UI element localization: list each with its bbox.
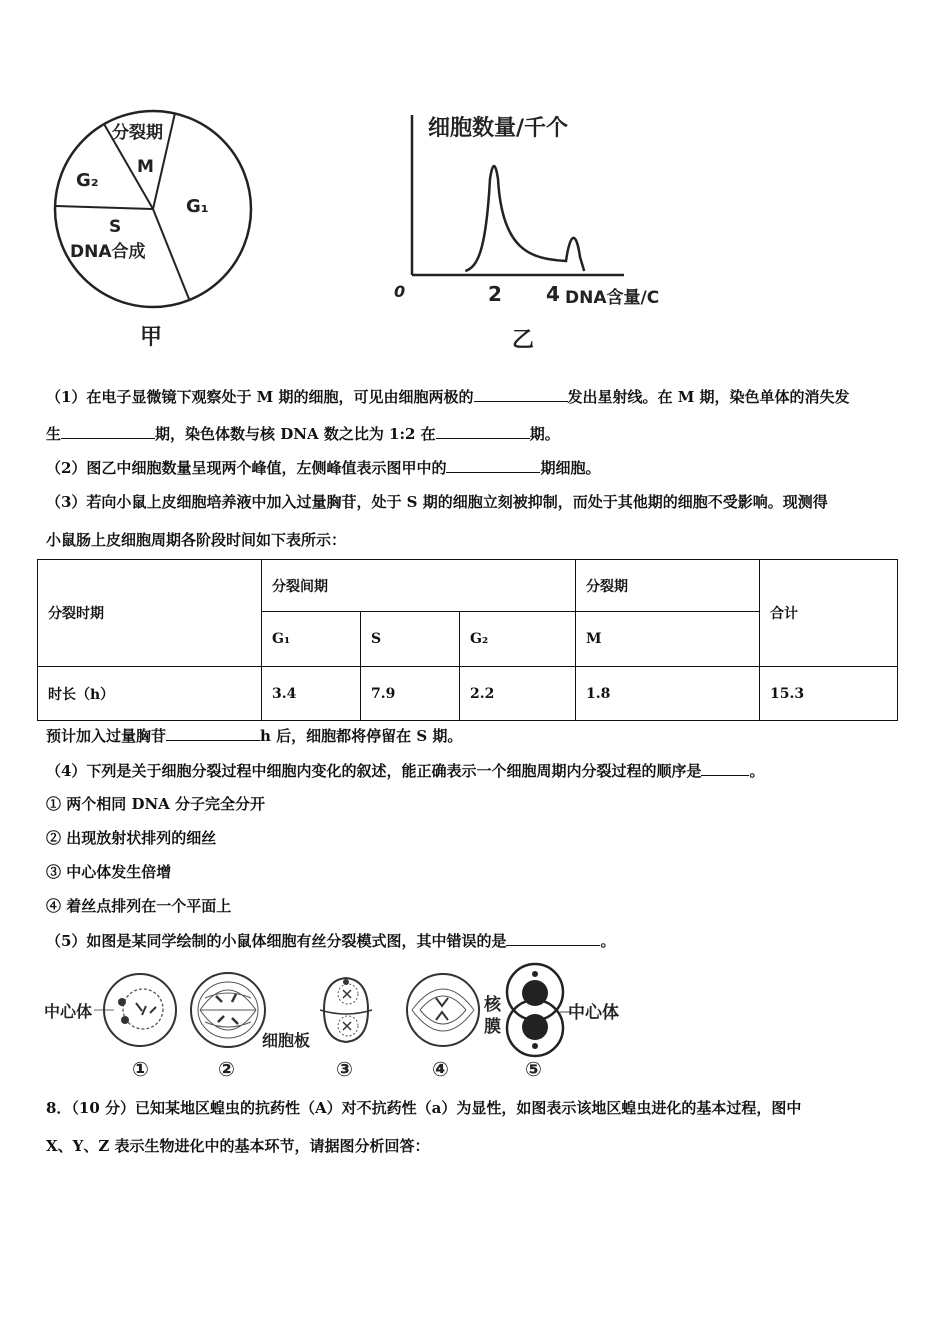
table-duration-total: 15.3: [760, 667, 898, 721]
table-phase-g1: G₁: [262, 612, 361, 667]
question-2: （2）图乙中细胞数量呈现两个峰值，左侧峰值表示图甲中的 期细胞。: [46, 459, 601, 477]
cell-number-3: ③: [336, 1057, 353, 1081]
label-cell-plate: 细胞板: [262, 1031, 311, 1050]
question-4-option-3: ③ 中心体发生倍增: [46, 863, 172, 881]
table-phase-m: M: [576, 612, 760, 667]
caption-jia: 甲: [140, 325, 163, 350]
question-1-line-1: （1）在电子显微镜下观察处于 M 期的细胞，可见由细胞两极的 发出星射线。在 M 期，染色单体的消失发: [46, 388, 850, 406]
table-duration-label: 时长（h）: [38, 667, 262, 721]
cell-4: [407, 974, 479, 1081]
table-phase-g2: G₂: [460, 612, 576, 667]
cell-2: [191, 973, 265, 1081]
question-4-option-1: ① 两个相同 DNA 分子完全分开: [46, 795, 266, 813]
series-line: [465, 166, 584, 271]
table-phase-s: S: [361, 612, 460, 667]
cell-number-4: ④: [432, 1057, 449, 1081]
origin-label: 0: [394, 282, 406, 301]
label-dna-synthesis: DNA合成: [70, 242, 146, 262]
table-header-total: 合计: [760, 560, 898, 667]
x-tick-2: 2: [488, 282, 502, 306]
answer-blank-q1-3[interactable]: [436, 423, 530, 439]
question-3-line-2: 小鼠肠上皮细胞周期各阶段时间如下表所示：: [46, 531, 347, 549]
pie-divider-s-g2: [56, 206, 153, 209]
table-header-phase: 分裂时期: [38, 560, 262, 667]
table-duration-m: 1.8: [576, 667, 760, 721]
cell-number-5: ⑤: [525, 1057, 542, 1081]
answer-blank-q3[interactable]: [166, 725, 260, 741]
label-nuclear-1: 核: [484, 995, 501, 1015]
question-3-line-1: （3）若向小鼠上皮细胞培养液中加入过量胸苷，处于 S 期的细胞立刻被抑制，而处于其他期的细胞不受影响。现测得: [46, 493, 828, 511]
table-header-interphase: 分裂间期: [262, 560, 576, 612]
caption-yi: 乙: [512, 328, 535, 353]
question-3-line-3: 预计加入过量胸苷 h 后，细胞都将停留在 S 期。: [46, 727, 463, 745]
figure-yi-dna-content-chart: [388, 105, 698, 355]
label-nuclear-2: 膜: [484, 1017, 501, 1037]
label-g1: G₁: [186, 196, 209, 217]
cell-1: [44, 974, 176, 1081]
question-4-option-2: ② 出现放射状排列的细丝: [46, 829, 217, 847]
pie-divider-g1-s: [153, 209, 189, 299]
label-g2: G₂: [76, 170, 99, 191]
label-m-top: 分裂期: [112, 123, 163, 143]
question-8-line-1: 8．（10 分）已知某地区蝗虫的抗药性（A）对不抗药性（a）为显性，如图表示该地区蝗虫进化的基本过程，图中: [46, 1099, 802, 1117]
label-m: M: [137, 157, 154, 177]
table-duration-g2: 2.2: [460, 667, 576, 721]
question-4-option-4: ④ 着丝点排列在一个平面上: [46, 897, 232, 915]
y-axis-label: 细胞数量/千个: [428, 116, 569, 141]
answer-blank-q1-2[interactable]: [61, 423, 155, 439]
cell-cycle-duration-table: [37, 559, 898, 721]
mitosis-diagram: [40, 958, 640, 1084]
label-centriole-right: 中心体: [568, 1003, 619, 1023]
cell-3: [320, 978, 372, 1081]
question-8-line-2: X、Y、Z 表示生物进化中的基本环节，请据图分析回答：: [46, 1137, 430, 1155]
cell-number-2: ②: [218, 1057, 235, 1081]
table-duration-g1: 3.4: [262, 667, 361, 721]
figure-jia-cell-cycle-pie: [40, 100, 270, 360]
question-5: （5）如图是某同学绘制的小鼠体细胞有丝分裂模式图，其中错误的是 。: [46, 932, 616, 950]
label-centriole-left: 中心体: [44, 1002, 93, 1021]
table-duration-s: 7.9: [361, 667, 460, 721]
question-4: （4）下列是关于细胞分裂过程中细胞内变化的叙述，能正确表示一个细胞周期内分裂过程的顺序是 。: [46, 762, 765, 780]
answer-blank-q4[interactable]: [701, 760, 749, 776]
cell-5: [507, 964, 570, 1081]
answer-blank-q2[interactable]: [446, 457, 540, 473]
question-1-line-2: 生 期，染色体数与核 DNA 数之比为 1:2 在 期。: [46, 425, 560, 443]
x-axis-label: DNA含量/C: [565, 288, 660, 308]
cell-number-1: ①: [132, 1057, 149, 1081]
table-header-mitosis: 分裂期: [576, 560, 760, 612]
x-tick-4: 4: [546, 282, 560, 306]
label-s: S: [109, 217, 122, 237]
answer-blank-q1-1[interactable]: [474, 386, 568, 402]
answer-blank-q5[interactable]: [506, 930, 600, 946]
